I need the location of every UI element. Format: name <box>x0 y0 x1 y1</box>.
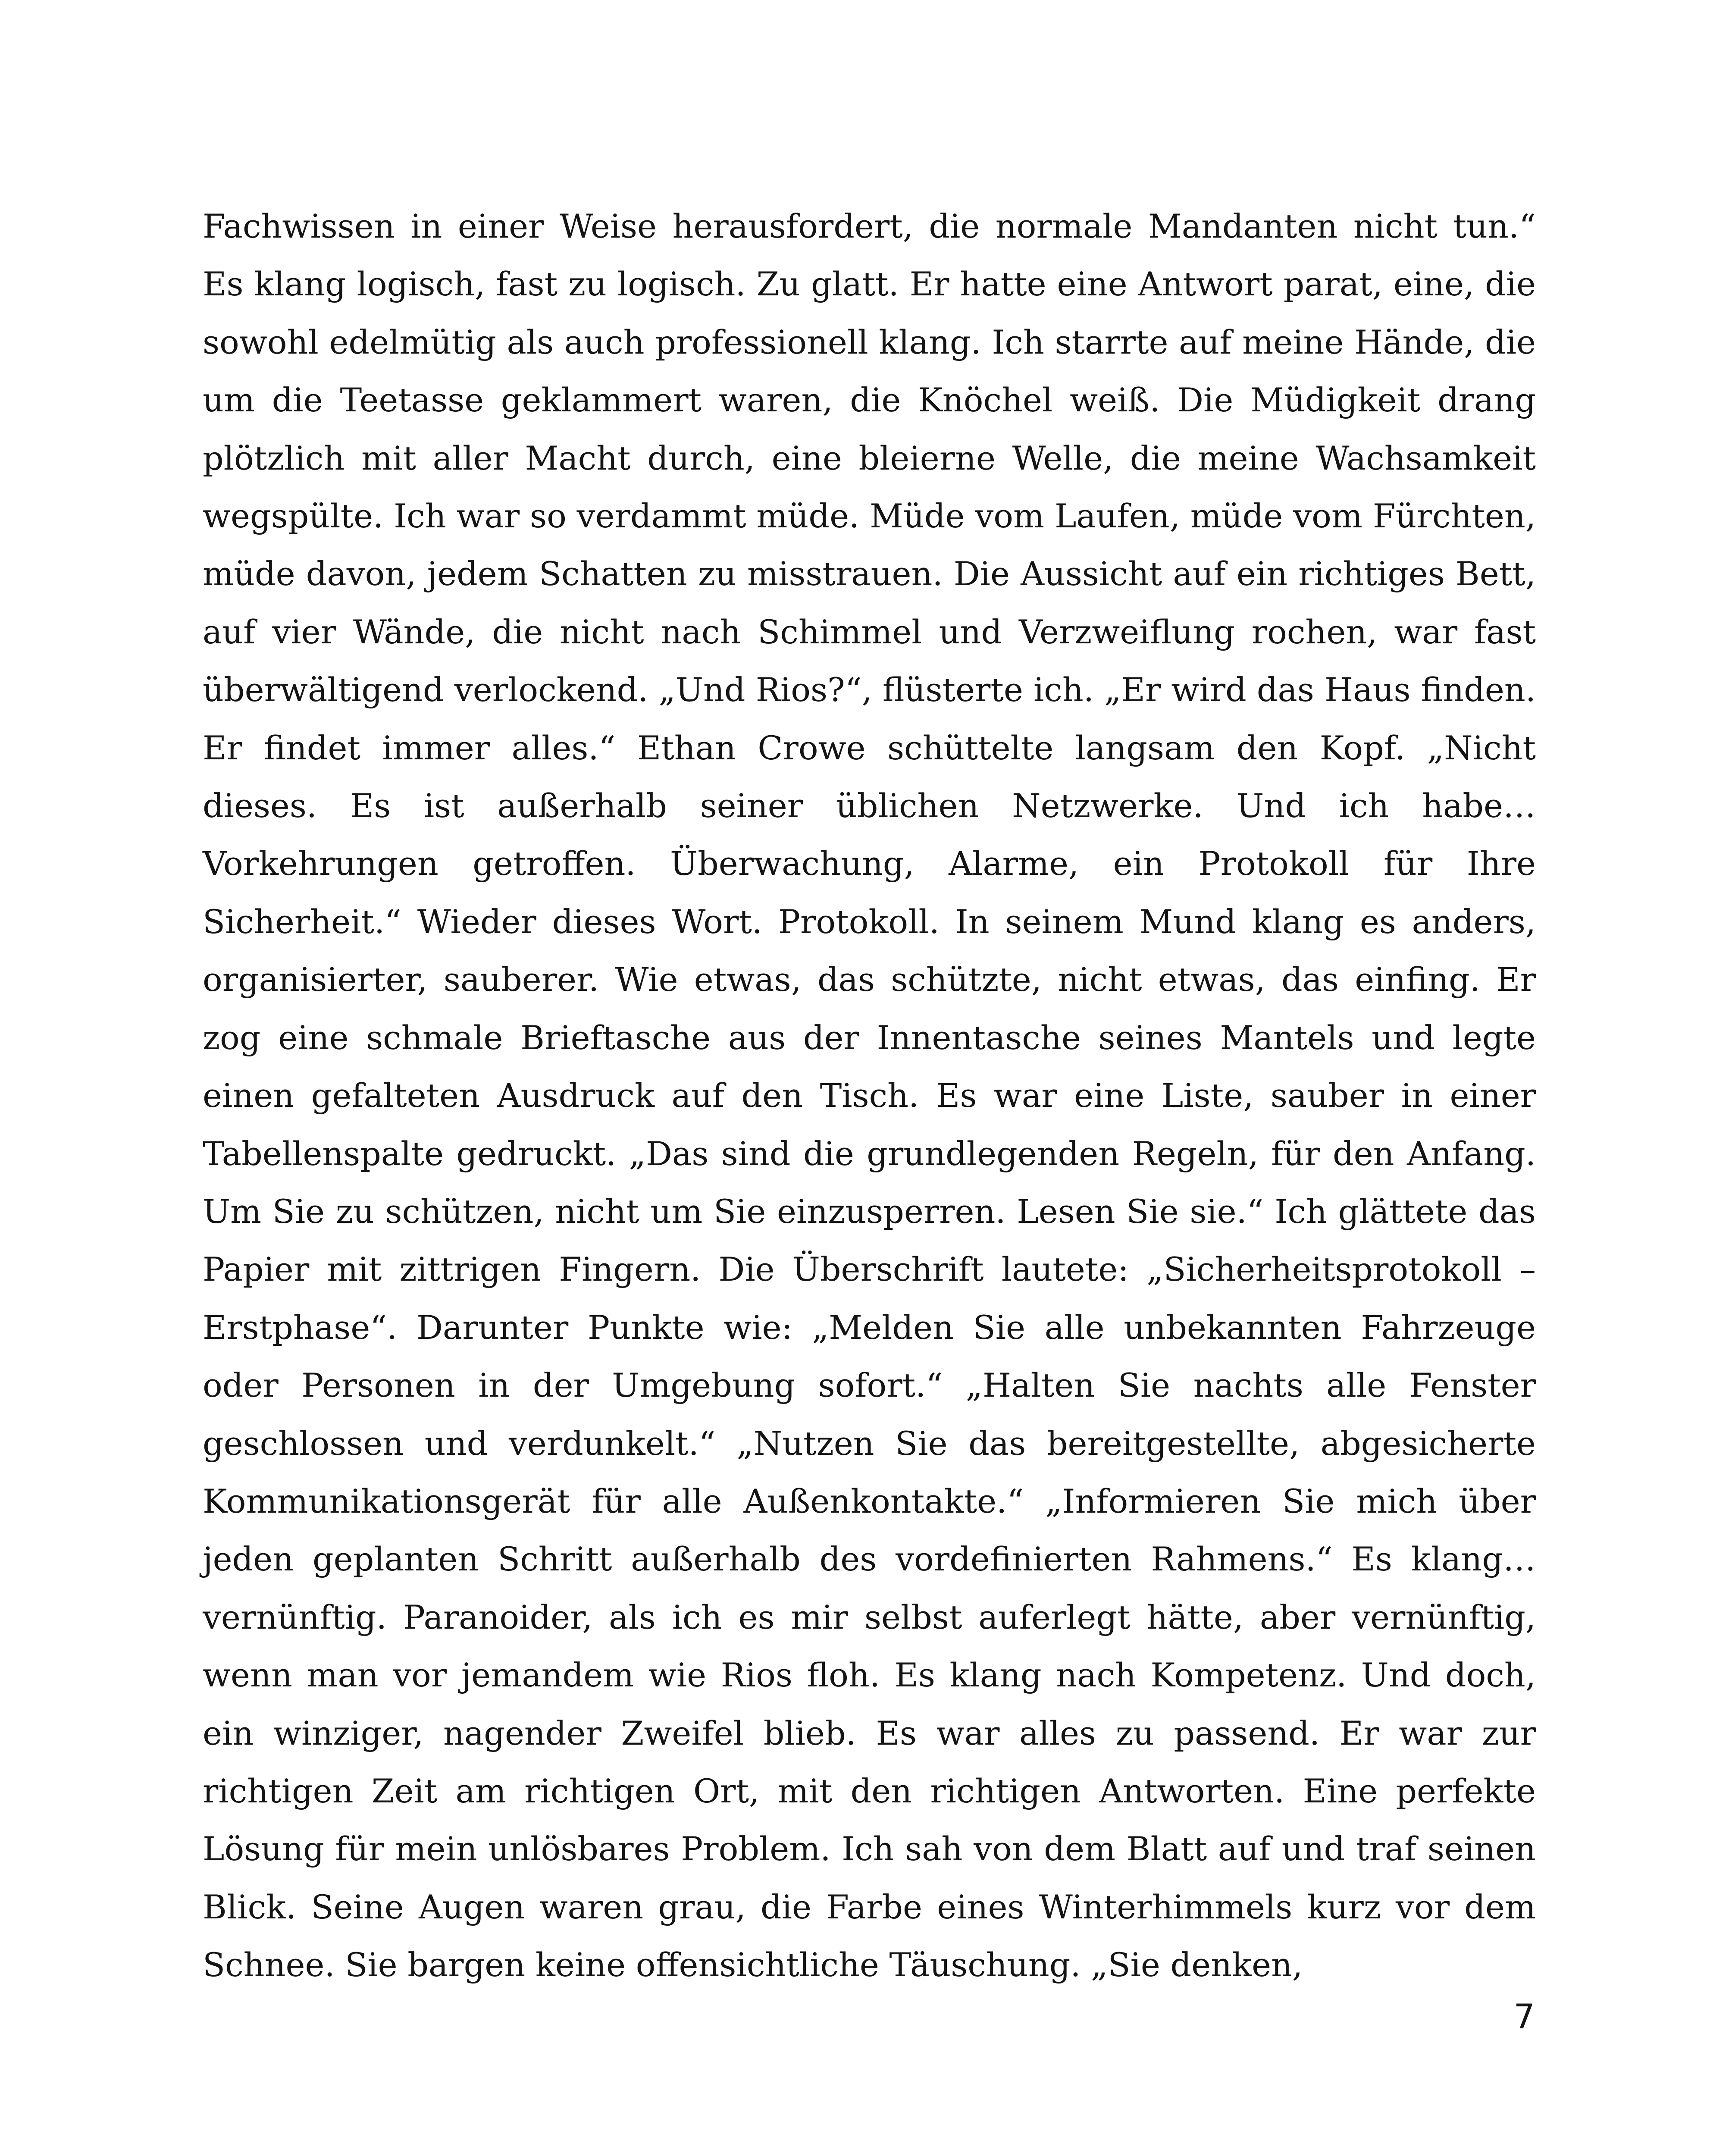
page-number: 7 <box>1513 1998 1535 2037</box>
body-paragraph: Fachwissen in einer Weise herausfordert, die normale Mandanten nicht tun.“ Es klang logisch, fast zu logisch. Zu glatt. Er hatte eine Antwort parat, eine, die sowohl edelmütig als auch professionell klang. Ich starrte auf meine Hände, die um die Teetasse geklammert waren, die Knöchel weiß. Die Müdigkeit drang plötzlich mit aller Macht durch, eine bleierne Welle, die meine Wachsamkeit wegspülte. Ich war so verdammt müde. Müde vom Laufen, müde vom Fürchten, müde davon, jedem Schatten zu misstrauen. Die Aussicht auf ein richtiges Bett, auf vier Wände, die nicht nach Schimmel und Verzweiflung rochen, war fast überwältigend verlockend. „Und Rios?“, flüsterte ich. „Er wird das Haus finden. Er findet immer alles.“ Ethan Crowe schüttelte langsam den Kopf. „Nicht dieses. Es ist außerhalb seiner üblichen Netzwerke. Und ich habe… Vorkehrungen getroffen. Überwachung, Alarme, ein Protokoll für Ihre Sicherheit.“ Wieder dieses Wort. Protokoll. In seinem Mund klang es anders, organisierter, sauberer. Wie etwas, das schützte, nicht etwas, das einfing. Er zog eine schmale Brieftasche aus der Innentasche seines Mantels und legte einen gefalteten Ausdruck auf den Tisch. Es war eine Liste, sauber in einer Tabellenspalte gedruckt. „Das sind die grundlegenden Regeln, für den Anfang. Um Sie zu schützen, nicht um Sie einzusperren. Lesen Sie sie.“ Ich glättete das Papier mit zittrigen Fingern. Die Überschrift lautete: „Sicherheitsprotokoll – Erstphase“. Darunter Punkte wie: „Melden Sie alle unbekannten Fahrzeuge oder Personen in der Umgebung sofort.“ „Halten Sie nachts alle Fenster geschlossen und verdunkelt.“ „Nutzen Sie das bereitgestellte, abgesicherte Kommunikationsgerät für alle Außenkontakte.“ „Informieren Sie mich über jeden geplanten Schritt außerhalb des vordefinierten Rahmens.“ Es klang… vernünftig. Paranoider, als ich es mir selbst auferlegt hätte, aber vernünftig, wenn man vor jemandem wie Rios floh. Es klang nach Kompetenz. Und doch, ein winziger, nagender Zweifel blieb. Es war alles zu passend. Er war zur richtigen Zeit am richtigen Ort, mit den richtigen Antworten. Eine perfekte Lösung für mein unlösbares Problem. Ich sah von dem Blatt auf und traf seinen Blick. Seine Augen waren grau, die Farbe eines Winterhimmels kurz vor dem Schnee. Sie bargen keine offensichtliche Täuschung. „Sie denken, <box>203 207 1536 1984</box>
